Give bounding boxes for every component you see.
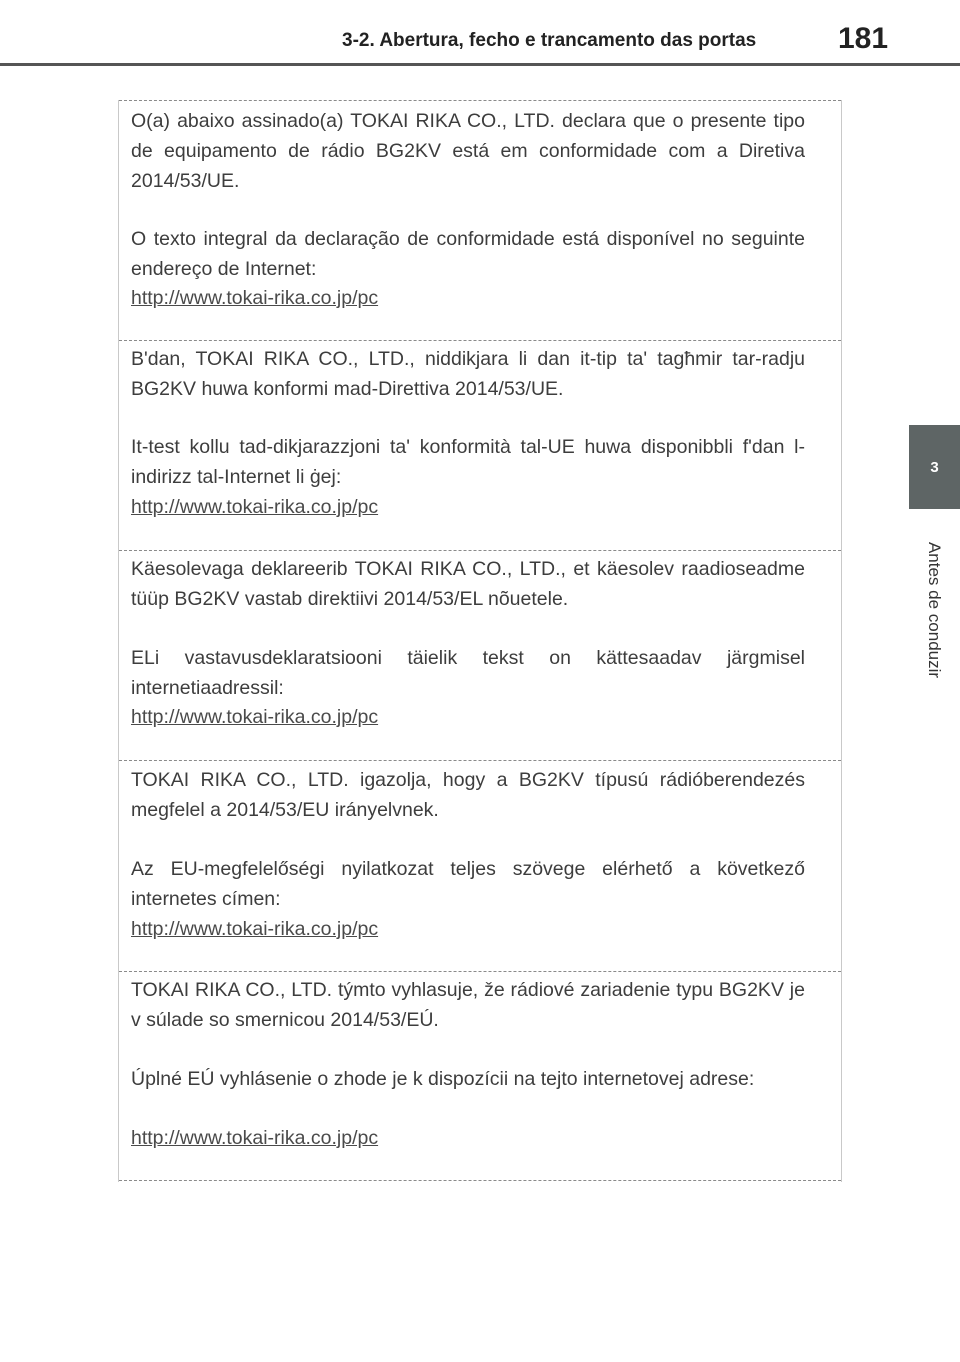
declaration-statement: Käesolevaga deklareerib TOKAI RIKA CO., LTD., et käesolev raadioseadme tüüp BG2KV vastab direktiivi 2014/53/EL nõuetele. [131, 558, 805, 610]
header-rule [0, 63, 960, 66]
chapter-tab [909, 425, 960, 509]
declaration-url-link[interactable]: http://www.tokai-rika.co.jp/pc [131, 918, 379, 940]
section-title: 3-2. Abertura, fecho e trancamento das portas [342, 30, 757, 51]
declaration-block-pt [119, 100, 841, 340]
chapter-number: 3 [930, 458, 939, 476]
declaration-availability: It-test kollu tad-dikjarazzjoni ta' konformità tal-UE huwa disponibbli f'dan l-indirizz tal-Internet li ġej: [131, 436, 805, 488]
declaration-block-et [119, 550, 841, 760]
declaration-availability: Az EU-megfelelőségi nyilatkozat teljes szövege elérhető a következő internetes címen: [131, 858, 805, 910]
declaration-block-sk [119, 971, 841, 1180]
declarations-box [118, 100, 842, 1182]
declaration-statement: B'dan, TOKAI RIKA CO., LTD., niddikjara li dan it-tip ta' tagħmir tar-radju BG2KV huwa konformi mad-Direttiva 2014/53/UE. [131, 348, 805, 400]
box-bottom-rule [119, 1180, 841, 1181]
page-header [0, 0, 960, 68]
declaration-url-link[interactable]: http://www.tokai-rika.co.jp/pc [131, 287, 379, 309]
declaration-availability: Úplné EÚ vyhlásenie o zhode je k dispozícii na tejto internetovej adrese: [131, 1068, 755, 1090]
declaration-availability: ELi vastavusdeklaratsiooni täielik tekst on kättesaadav järgmisel internetiaadressil: [131, 647, 805, 699]
declaration-block-mt [119, 340, 841, 550]
declaration-statement: TOKAI RIKA CO., LTD. týmto vyhlasuje, že rádiové zariadenie typu BG2KV je v súlade so smernicou 2014/53/EÚ. [131, 979, 805, 1031]
page-number: 181 [838, 22, 889, 55]
declaration-url-link[interactable]: http://www.tokai-rika.co.jp/pc [131, 706, 379, 728]
declaration-statement: TOKAI RIKA CO., LTD. igazolja, hogy a BG2KV típusú rádióberendezés megfelel a 2014/53/EU irányelvnek. [131, 769, 805, 821]
declaration-availability: O texto integral da declaração de conformidade está disponível no seguinte endereço de Internet: [131, 228, 805, 280]
declaration-statement: O(a) abaixo assinado(a) TOKAI RIKA CO., LTD. declara que o presente tipo de equipamento de rádio BG2KV está em conformidade com a Diretiva 2014/53/UE. [131, 110, 805, 192]
declaration-url-link[interactable]: http://www.tokai-rika.co.jp/pc [131, 496, 379, 518]
declaration-url-link[interactable]: http://www.tokai-rika.co.jp/pc [131, 1127, 379, 1149]
declaration-block-hu [119, 760, 841, 971]
chapter-title: Antes de conduzir [925, 541, 944, 679]
